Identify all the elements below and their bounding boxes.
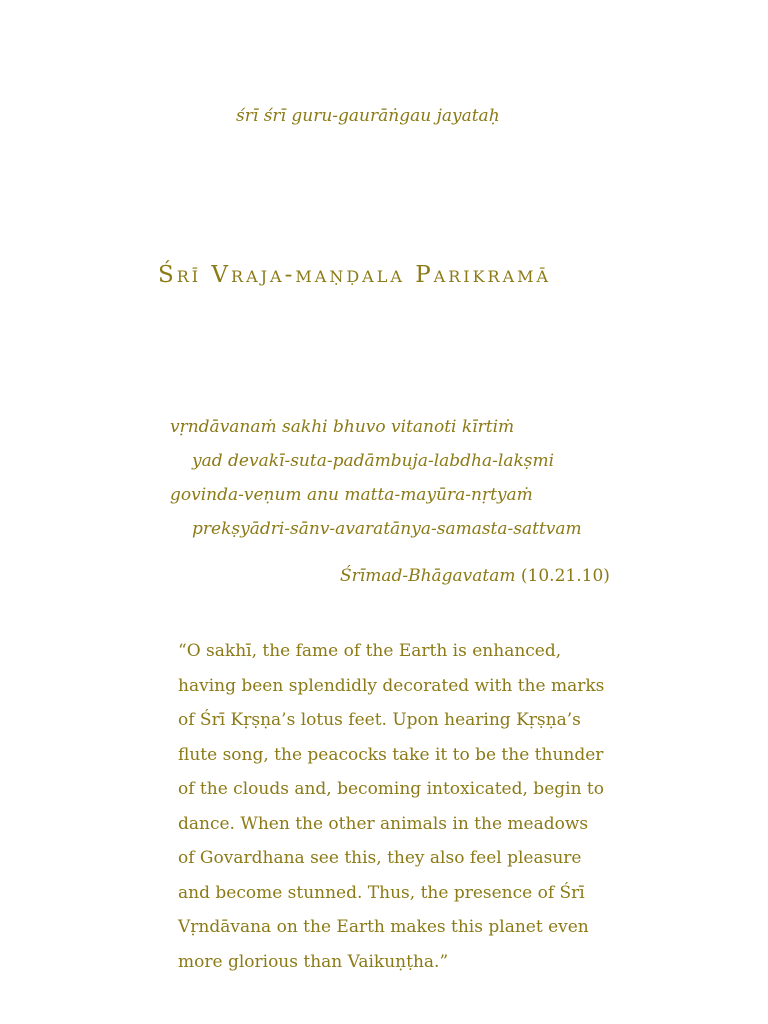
verse-line: prekṣyādri-sānv-avaratānya-samasta-sattvam (192, 519, 582, 539)
sanskrit-verse (170, 410, 582, 546)
verse-source (340, 566, 610, 586)
source-title: Śrīmad-Bhāgavatam (340, 566, 516, 586)
verse-line: yad devakī-suta-padāmbuja-labdha-lakṣmi (192, 451, 555, 471)
invocation: śrī śrī guru-gaurāṅgau jayataḥ (236, 106, 500, 126)
verse-line: govinda-veṇum anu matta-mayūra-nṛtyaṁ (170, 485, 533, 505)
translation (178, 634, 605, 979)
translation-line: Vṛndāvana on the Earth makes this planet even (178, 917, 589, 937)
translation-line: of Śrī Kṛṣṇa’s lotus feet. Upon hearing Kṛṣṇa’s (178, 710, 581, 730)
translation-line: “O sakhī, the fame of the Earth is enhanced, (178, 641, 562, 661)
translation-line: flute song, the peacocks take it to be the thunder (178, 744, 604, 765)
translation-line: having been splendidly decorated with the marks (178, 675, 605, 696)
translation-line: and become stunned. Thus, the presence of Śrī (178, 882, 585, 903)
translation-line: of Govardhana see this, they also feel pleasure (178, 848, 582, 868)
translation-line: dance. When the other animals in the meadows (178, 813, 589, 834)
verse-line: vṛndāvanaṁ sakhi bhuvo vitanoti kīrtiṁ (170, 417, 515, 437)
translation-line: more glorious than Vaikuṇṭha.” (178, 951, 449, 972)
source-reference: (10.21.10) (520, 566, 610, 586)
page-title: Śrī Vraja-maṇḍala Parikramā (158, 262, 552, 288)
translation-line: of the clouds and, becoming intoxicated, begin to (178, 779, 604, 799)
